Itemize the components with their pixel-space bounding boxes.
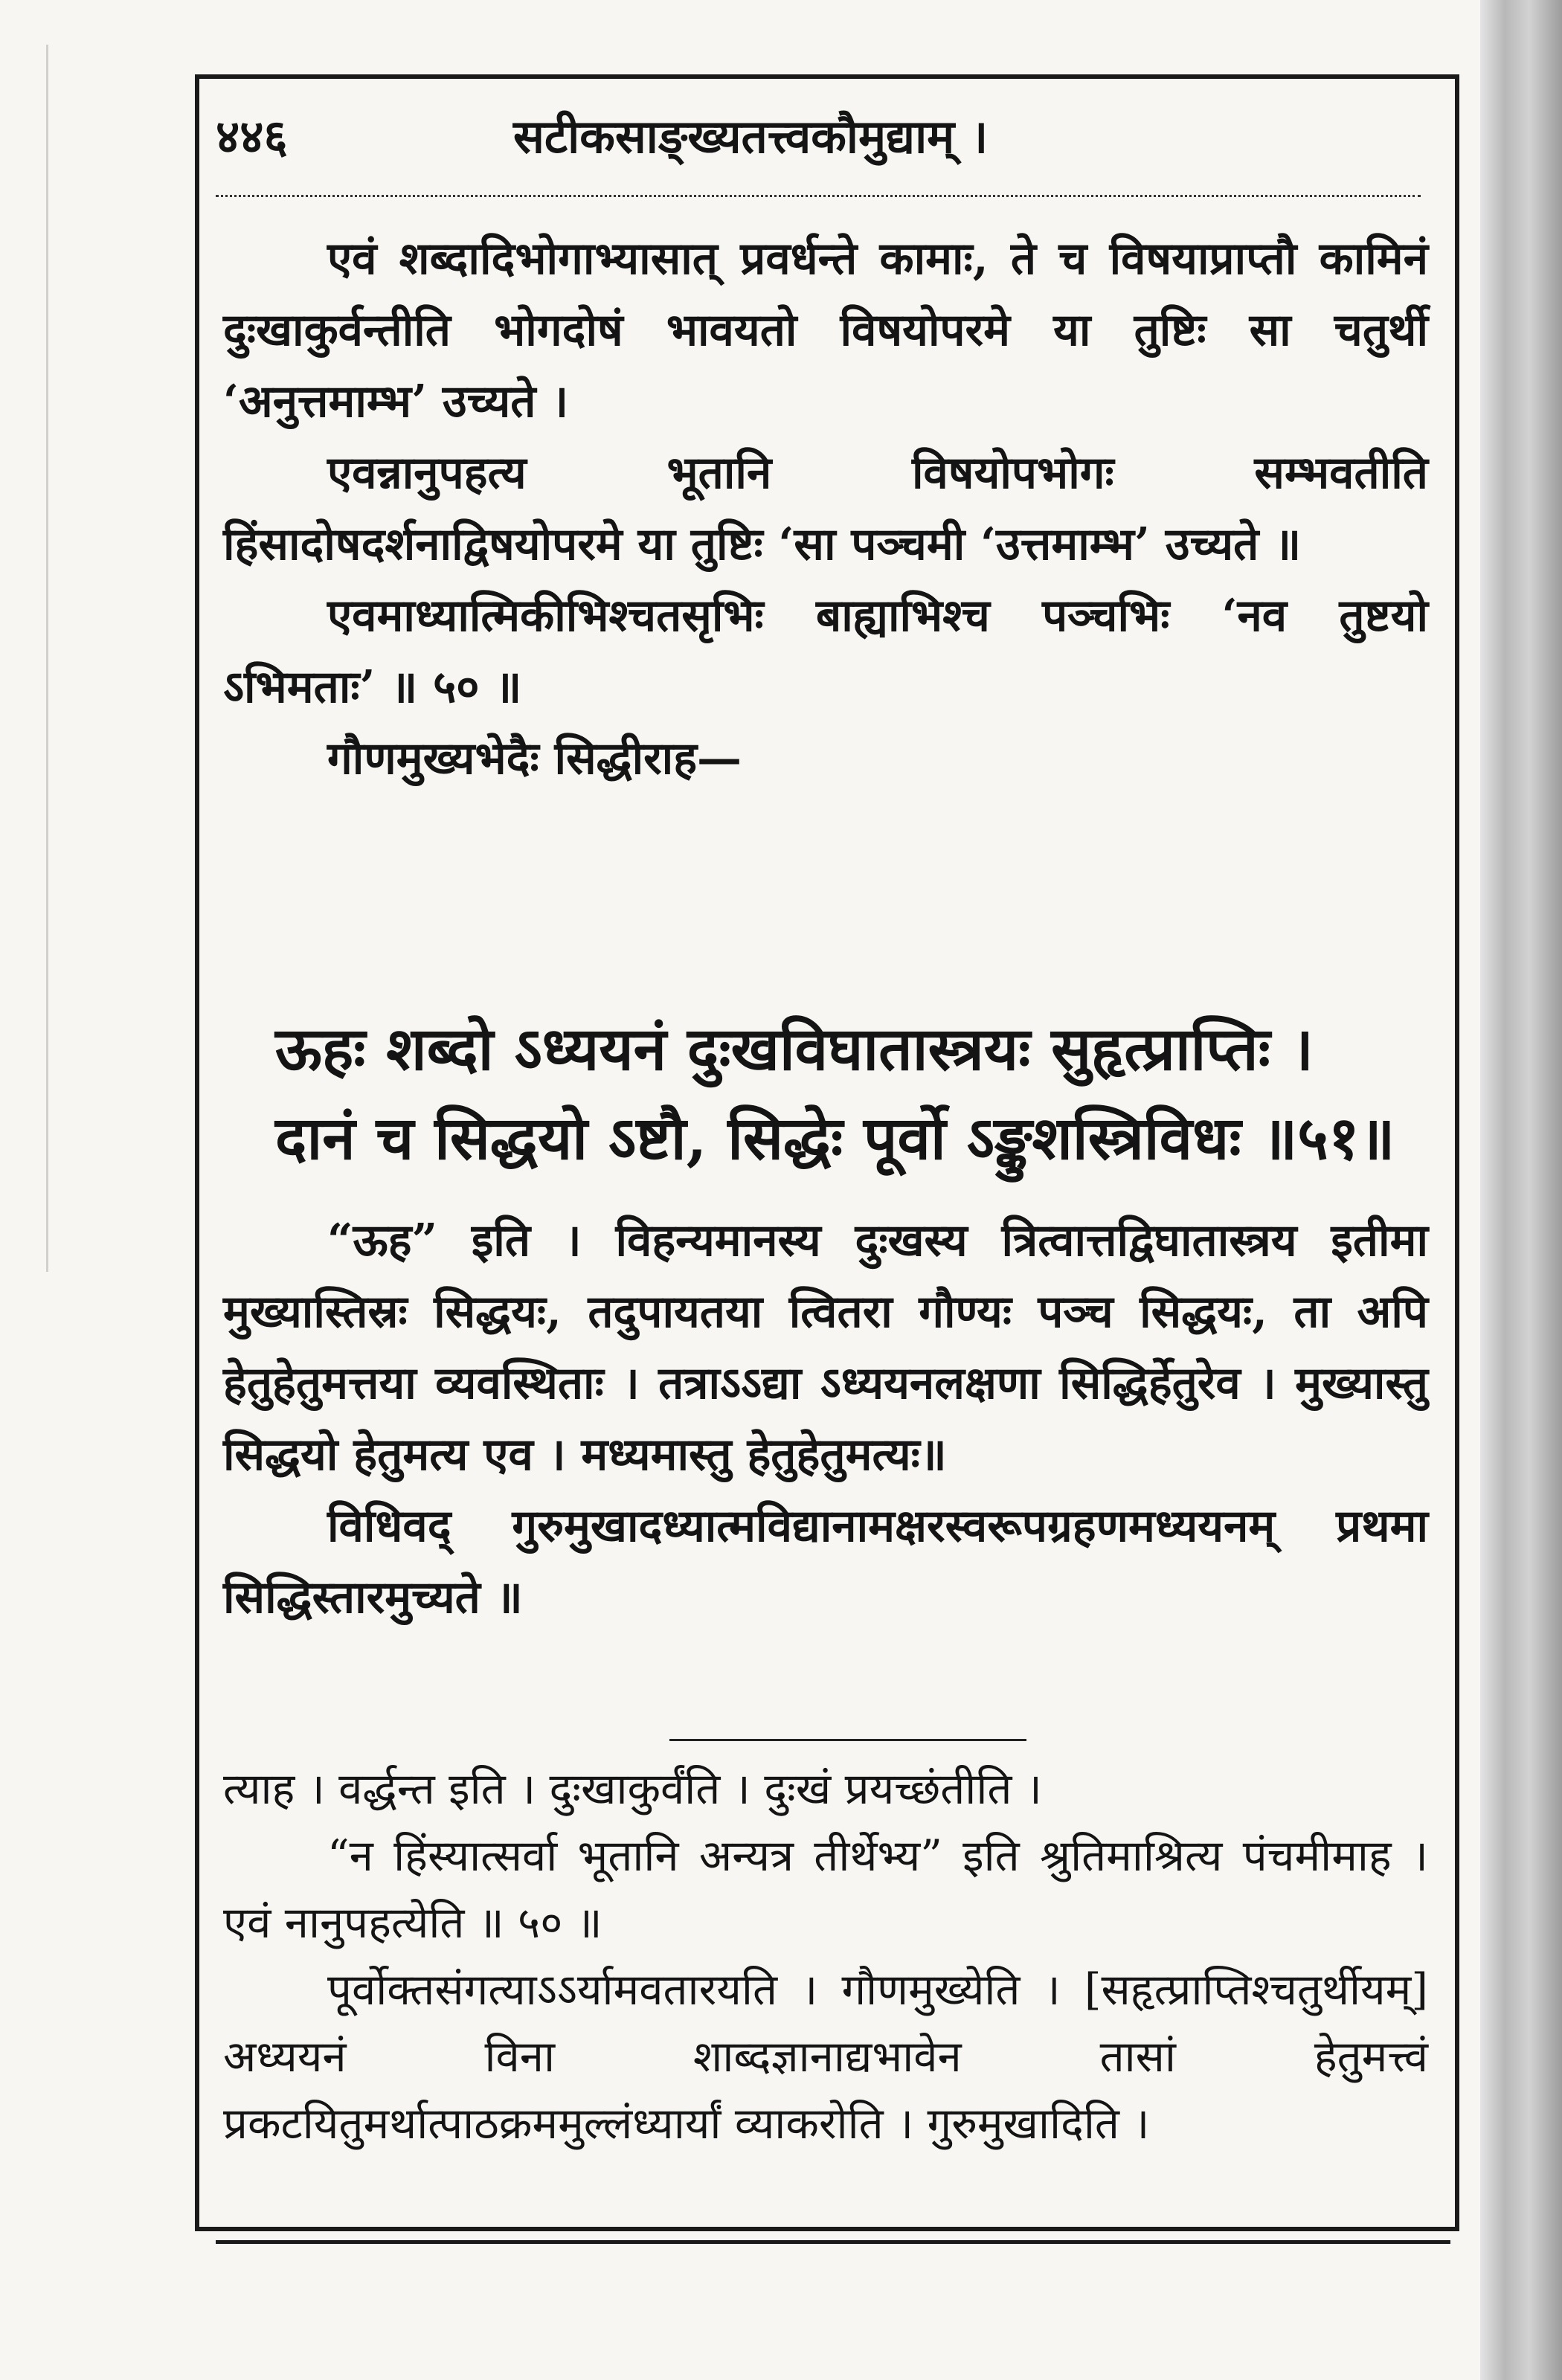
paragraph: “ऊह” इति । विहन्यमानस्य दुःखस्य त्रित्वात्तद्विघातास्त्रय इतीमा मुख्यास्तिस्रः सिद्धयः, तदुपायतया त्वितरा गौण्यः पञ्च सिद्धयः, ता अपि हेतुहेतुमत्तया व्यवस्थिताः । तत्राऽऽद्या ऽध्ययनलक्षणा सिद्धिर्हेतुरेव । मुख्यास्तु सिद्धयो हेतुमत्य एव । मध्यमास्तु हेतुहेतुमत्यः॥	[223, 1215, 1428, 1481]
karika-verse	[223, 1004, 1443, 1183]
footnote-separator	[669, 1739, 1026, 1741]
paragraph: गौणमुख्यभेदैः सिद्धीराह—	[327, 733, 742, 785]
footnotes	[223, 1755, 1428, 2157]
running-head: सटीकसाङ्ख्यतत्त्वकौमुद्याम् ।	[513, 109, 989, 164]
footnote-line: त्याह । वर्द्धन्त इति । दुःखाकुर्वंति । दुःखं प्रयच्छंतीति ।	[223, 1763, 1042, 1814]
verse-line: ऊहः शब्दो ऽध्ययनं दुःखविघातास्त्रयः सुहृत्प्राप्तिः ।	[275, 1014, 1314, 1084]
header-divider	[216, 187, 1421, 197]
page-header	[216, 97, 1436, 178]
verse-line: दानं च सिद्धयो ऽष्टौ, सिद्धेः पूर्वो ऽङ्कुशस्त्रिविधः ॥५१॥	[275, 1103, 1395, 1173]
commentary-top	[223, 223, 1428, 794]
paragraph: एवं शब्दादिभोगाभ्यासात् प्रवर्धन्ते कामाः, ते च विषयाप्राप्तौ कामिनं दुःखाकुर्वन्तीति भोगदोषं भावयतो विषयोपरमे या तुष्टिः सा चतुर्थी ‘अनुत्तमाम्भ’ उच्यते ।	[223, 233, 1428, 428]
margin-line	[46, 45, 48, 1272]
bottom-rule	[216, 2240, 1450, 2244]
paragraph: एवन्नानुपहत्य भूतानि विषयोपभोगः सम्भवतीति हिंसादोषदर्शनाद्विषयोपरमे या तुष्टिः ‘सा पञ्चमी ‘उत्तमाम्भ’ उच्यते ॥	[223, 447, 1428, 570]
page-edge-shadow	[1480, 0, 1562, 2380]
footnote-line: पूर्वोक्तसंगत्याऽऽर्यामवतारयति । गौणमुख्येति । [सहृत्प्राप्तिश्चतुर्थीयम्] अध्ययनं विना शाब्दज्ञानाद्यभावेन तासां हेतुमत्त्वं प्रकटयितुमर्थात्पाठक्रममुल्लंध्यार्यां व्याकरोति । गुरुमुखादिति ।	[223, 1964, 1428, 2149]
page-number: ४४६	[216, 109, 288, 164]
paragraph: एवमाध्यात्मिकीभिश्चतसृभिः बाह्याभिश्च पञ्चभिः ‘नव तुष्टयो ऽभिमताः’ ॥ ५० ॥	[223, 590, 1428, 713]
footnote-line: “न हिंस्यात्सर्वा भूतानि अन्यत्र तीर्थेभ्य” इति श्रुतिमाश्रित्य पंचमीमाह । एवं नानुपहत्येति ॥ ५० ॥	[223, 1830, 1428, 1948]
paragraph: विधिवद् गुरुमुखादध्यात्मविद्यानामक्षरस्वरूपग्रहणमध्ययनम् प्रथमा सिद्धिस्तारमुच्यते ॥	[223, 1500, 1428, 1624]
commentary-bottom	[223, 1205, 1428, 1633]
